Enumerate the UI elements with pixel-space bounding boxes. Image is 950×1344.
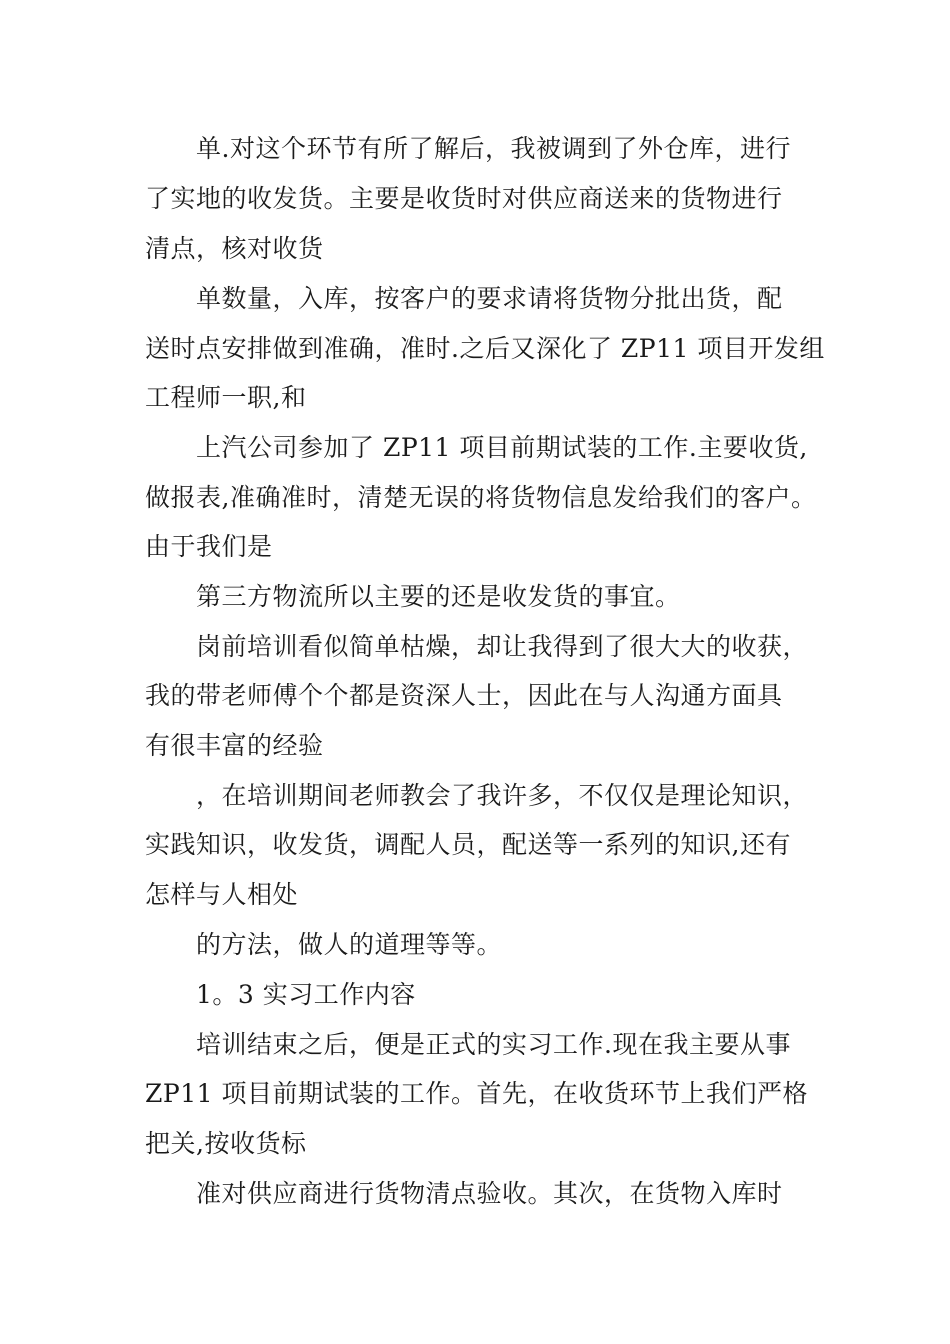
text-line: 实践知识，收发货，调配人员，配送等一系列的知识,还有: [145, 830, 791, 859]
text-line: 单.对这个环节有所了解后，我被调到了外仓库，进行: [196, 134, 791, 163]
section-heading: 1。3 实习工作内容: [196, 980, 416, 1009]
text-line: ZP11 项目前期试装的工作。首先，在收货环节上我们严格: [145, 1079, 808, 1108]
text-line: 由于我们是: [145, 532, 273, 561]
text-line: 做报表,准确准时，清楚无误的将货物信息发给我们的客户。: [145, 483, 817, 512]
text-line: 单数量，入库，按客户的要求请将货物分批出货，配: [196, 284, 783, 313]
text-line: 了实地的收发货。主要是收货时对供应商送来的货物进行: [145, 184, 783, 213]
text-line: 上汽公司参加了 ZP11 项目前期试装的工作.主要收货,: [196, 433, 808, 462]
text-line: 送时点安排做到准确，准时.之后又深化了 ZP11 项目开发组: [145, 334, 825, 363]
text-line: 第三方物流所以主要的还是收发货的事宜。: [196, 582, 681, 611]
text-line: 我的带老师傅个个都是资深人士，因此在与人沟通方面具: [145, 681, 783, 710]
text-line: 工程师一职,和: [145, 383, 307, 412]
text-line: 岗前培训看似简单枯燥，却让我得到了很大大的收获，: [196, 632, 809, 661]
text-line: 把关,按收货标: [145, 1129, 307, 1158]
text-line: 准对供应商进行货物清点验收。其次，在货物入库时: [196, 1179, 783, 1208]
text-line: 培训结束之后，便是正式的实习工作.现在我主要从事: [196, 1030, 791, 1059]
text-line: 的方法，做人的道理等等。: [196, 930, 503, 959]
text-line: 清点，核对收货: [145, 234, 324, 263]
text-line: 有很丰富的经验: [145, 731, 324, 760]
text-line: ，在培训期间老师教会了我许多，不仅仅是理论知识，: [196, 781, 809, 810]
text-line: 怎样与人相处: [145, 880, 299, 909]
